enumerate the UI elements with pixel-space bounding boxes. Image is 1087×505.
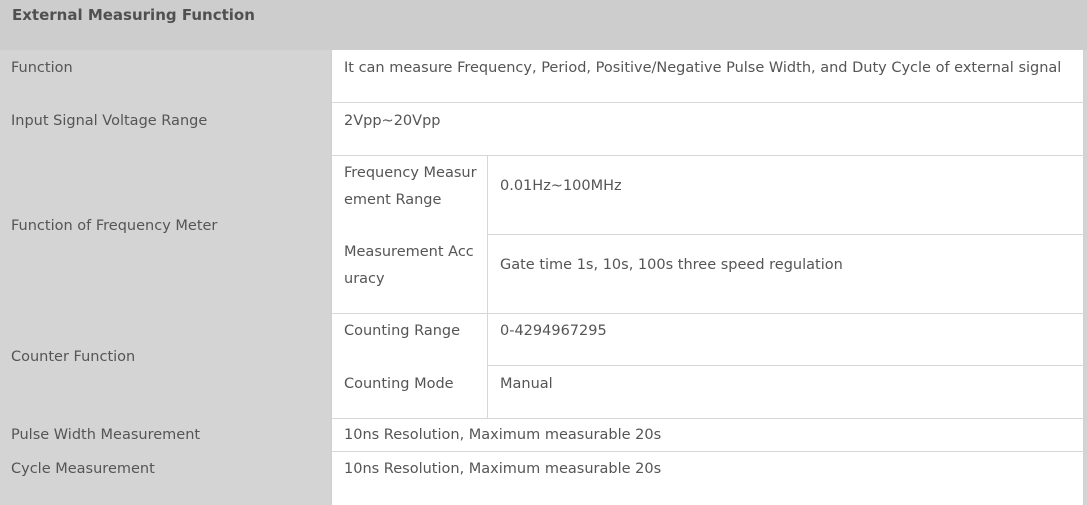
measurement-accuracy-value: Gate time 1s, 10s, 100s three speed regulation bbox=[500, 257, 843, 273]
counting-range-label: Counting Range bbox=[344, 323, 461, 339]
input-voltage-value: 2Vpp~20Vpp bbox=[344, 113, 441, 129]
section-title: External Measuring Function bbox=[12, 6, 255, 24]
sub-column-divider bbox=[487, 313, 488, 418]
frequency-meter-label: Function of Frequency Meter bbox=[11, 218, 218, 234]
row-divider bbox=[332, 418, 1084, 419]
measurement-accuracy-label: Measurement Accuracy bbox=[344, 244, 474, 287]
counting-mode-value: Manual bbox=[500, 376, 553, 392]
function-label: Function bbox=[11, 60, 73, 76]
sub-row-divider bbox=[488, 365, 1084, 366]
section-header bbox=[0, 0, 1087, 50]
frequency-range-label: Frequency Measurement Range bbox=[344, 165, 477, 208]
input-voltage-label: Input Signal Voltage Range bbox=[11, 113, 208, 129]
counter-function-label: Counter Function bbox=[11, 349, 136, 365]
row-divider bbox=[332, 102, 1084, 103]
sub-column-divider bbox=[487, 155, 488, 313]
row-divider bbox=[332, 155, 1084, 156]
counting-range-value: 0-4294967295 bbox=[500, 323, 607, 339]
counting-mode-label: Counting Mode bbox=[344, 376, 454, 392]
row-divider bbox=[332, 313, 1084, 314]
pulse-width-value: 10ns Resolution, Maximum measurable 20s bbox=[344, 427, 662, 443]
cycle-value: 10ns Resolution, Maximum measurable 20s bbox=[344, 461, 662, 477]
sub-row-divider bbox=[488, 234, 1084, 235]
pulse-width-label: Pulse Width Measurement bbox=[11, 427, 201, 443]
row-divider bbox=[332, 451, 1084, 452]
frequency-range-value: 0.01Hz~100MHz bbox=[500, 178, 622, 194]
function-value: It can measure Frequency, Period, Positive/Negative Pulse Width, and Duty Cycle of external signal bbox=[344, 60, 1062, 76]
cycle-label: Cycle Measurement bbox=[11, 461, 155, 477]
